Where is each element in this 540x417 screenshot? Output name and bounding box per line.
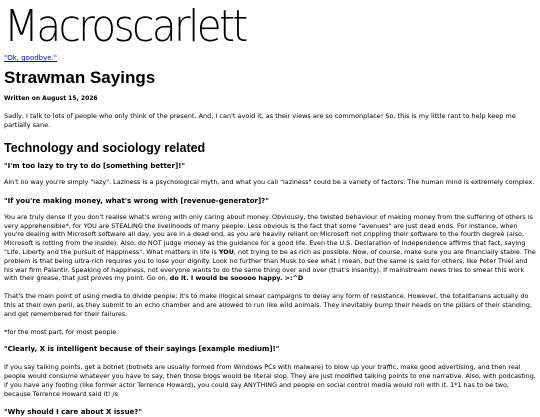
date-line: Written on August 15, 2026 [4,95,98,102]
saying-heading-intelligent: "Clearly, X is intelligent because of their sayings [example medium]!" [4,345,280,354]
saying-heading-money: "If you're making money, what's wrong with [revenue-generator]?" [4,196,269,205]
saying-heading-lazy: "I'm too lazy to try to do [something better]!" [4,162,186,170]
intro-paragraph: Sadly, I talk to lots of people who only think of the present. And, I can't avoid it, as their views are so commonplace! So, this is my little rant to help keep me partially sane. [4,112,516,129]
paragraph-text: You are truly dense if you don't realise what's wrong with only caring about money. Obviously, the twisted behaviour of making money from the suffering of others is very apprehensible*, for YOU are STEALING the livelihoods of many people. Less obvious is the fact that some "avenues" are just dead ends. For instance, when you're dealing with Microsoft software all day, you are in a dead end, as you are heavily reliant on Microsoft not crippling their software to the fourth degree (also, Microsoft is rotting from the inside). Also, do NOT judge money as the guidance for a good life. Even the U.S. Declaration of Independence affirms that fact, saying "Life, Liberty and the pursuit of Happiness". What matters in life is [4,212,533,256]
goodbye-link[interactable]: "Ok, goodbye." [4,54,58,62]
site-logo[interactable]: Macroscarlett [4,1,246,52]
saying-paragraph: Ain't no way you're simply "lazy". Laziness is a psychological myth, and what you call "laziness" could be a variety of factors. The human mind is extremely complex. [4,178,535,186]
saying-paragraph: If you say talking points, get a botnet (botnets are usually formed from Windows PCs with malware) to blow up your traffic, make good advertising, and then real people would consume whatever you have to say, then those blogs would be literal slop. They are just modified talking points to one narrative. Also, with podcasting, if you have any footing (like former actor Terrence Howard), you could say ANYTHING and people on social control media would roll with it. 1*1 has to be two, because Terrence Howard said it! /s [4,363,536,398]
paragraph-text: , not trying to be as rich as possible. Now, of course, make sure you are financially stable. The problem is that being ultra-rich requires you to lose your dignity. Look no further than Musk to see what I mean, but the same is said for others, like Peter Thiel and his war firm Palantir. Speaking of happiness, not everyone wants to do the same thing over and over (that's insanity). If mainstream news tries to smear this work with their grease, that just proves my point. Go on, [4,247,536,283]
footnote: *for the most part, for most people [4,327,117,336]
saying-paragraph: That's the main point of using media to divide people; it's to make illogical smear campaigns to delay any form of resistance. However, the totalitarians actually do this at their own peril, as they submit to an echo chamber and are allowed to run like wild animals. They inevitably bump their heads on the pillars of their standing, and get remembered for their failures. [4,292,532,318]
saying-paragraph [4,213,536,283]
emphasis-happy: do it. I would be sooooo happy. >:^D [169,274,304,283]
saying-heading-care: "Why should I care about X issue?" [4,407,143,416]
page-title: Strawman Sayings [4,68,156,87]
article [4,68,536,417]
emphasis-you: YOU [218,247,234,256]
section-title: Technology and sociology related [4,141,206,155]
